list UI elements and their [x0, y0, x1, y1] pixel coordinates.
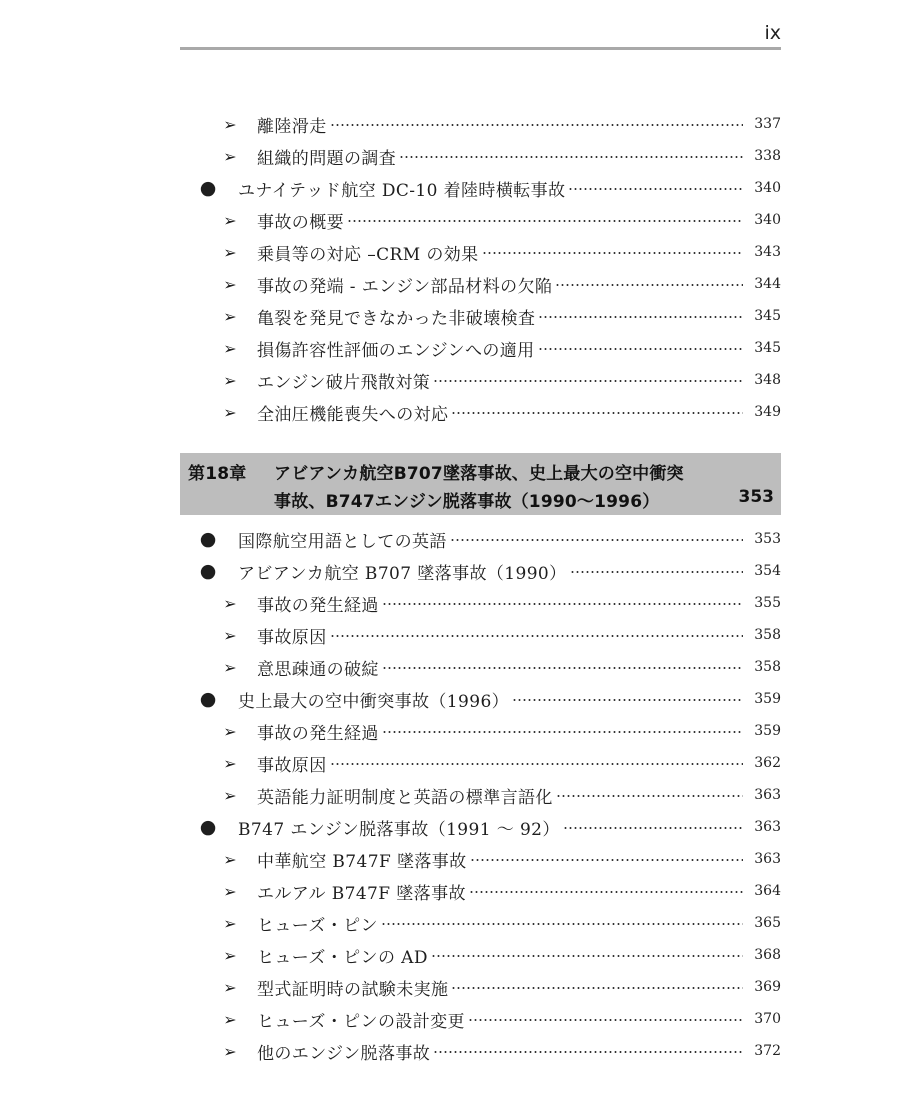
- toc-subsection-entry: [180, 1003, 781, 1035]
- toc-entry-body: [238, 172, 781, 204]
- toc-subsection-entry: [180, 204, 781, 236]
- toc-entry-page: 353: [754, 531, 781, 547]
- arrow-bullet-icon: ➢: [223, 370, 237, 390]
- bullet-icon: ●: [199, 560, 217, 582]
- dot-leader: [469, 891, 743, 893]
- dot-leader: [330, 635, 743, 637]
- dot-leader: [482, 252, 743, 254]
- dot-leader: [433, 1051, 743, 1053]
- toc-subsection-entry: [180, 364, 781, 396]
- toc-entry-page: 348: [754, 372, 781, 388]
- arrow-bullet-icon: ➢: [223, 785, 237, 805]
- dot-leader: [470, 859, 743, 861]
- toc-entry-body: [257, 204, 781, 236]
- toc-entry-body: [257, 715, 781, 747]
- toc-entry-page: 340: [754, 212, 781, 228]
- toc-entry-body: [257, 1035, 781, 1067]
- dot-leader: [538, 348, 743, 350]
- toc-entry-page: 372: [754, 1043, 781, 1059]
- arrow-bullet-icon: ➢: [223, 146, 237, 166]
- arrow-bullet-icon: ➢: [223, 593, 237, 613]
- toc-entry-page: 349: [754, 404, 781, 420]
- toc-entry-page: 344: [754, 276, 781, 292]
- toc-entry-body: [257, 236, 781, 268]
- dot-leader: [330, 763, 743, 765]
- toc-entry-title: ヒューズ・ピン: [257, 915, 378, 936]
- dot-leader: [570, 571, 743, 573]
- toc-entry-title: エルアル B747F 墜落事故: [257, 883, 466, 904]
- toc-entry-body: [257, 779, 781, 811]
- arrow-bullet-icon: ➢: [223, 881, 237, 901]
- toc-entry-title: ヒューズ・ピンの設計変更: [257, 1011, 465, 1032]
- toc-entry-title: 事故の発生経過: [257, 723, 379, 744]
- arrow-bullet-icon: ➢: [223, 753, 237, 773]
- arrow-bullet-icon: ➢: [223, 338, 237, 358]
- toc-section-entry: [180, 555, 781, 587]
- toc-entry-body: [238, 555, 781, 587]
- header-rule: [180, 47, 781, 50]
- toc-entry-body: [257, 843, 781, 875]
- toc-subsection-entry: [180, 140, 781, 172]
- arrow-bullet-icon: ➢: [223, 945, 237, 965]
- dot-leader: [382, 667, 743, 669]
- chapter-page-number: 353: [738, 487, 774, 507]
- toc-list-top: [180, 108, 781, 428]
- toc-entry-page: 354: [754, 563, 781, 579]
- toc-entry-body: [257, 364, 781, 396]
- toc-entry-page: 337: [754, 116, 781, 132]
- toc-entry-title: アビアンカ航空 B707 墜落事故（1990）: [238, 563, 567, 584]
- dot-leader: [382, 603, 743, 605]
- toc-entry-page: 340: [754, 180, 781, 196]
- toc-entry-title: 乗員等の対応 –CRM の効果: [257, 244, 479, 265]
- toc-entry-title: 事故の発端 - エンジン部品材料の欠陥: [257, 276, 553, 297]
- toc-subsection-entry: [180, 939, 781, 971]
- toc-entry-body: [257, 587, 781, 619]
- toc-entry-body: [257, 907, 781, 939]
- toc-section-entry: [180, 172, 781, 204]
- bullet-icon: ●: [199, 816, 217, 838]
- toc-entry-page: 363: [754, 819, 781, 835]
- arrow-bullet-icon: ➢: [223, 210, 237, 230]
- toc-subsection-entry: [180, 332, 781, 364]
- dot-leader: [555, 284, 743, 286]
- toc-entry-title: 組織的問題の調査: [257, 148, 397, 169]
- toc-entry-page: 359: [754, 691, 781, 707]
- toc-entry-page: 370: [754, 1011, 781, 1027]
- toc-entry-title: 事故原因: [257, 755, 327, 776]
- toc-entry-body: [257, 651, 781, 683]
- arrow-bullet-icon: ➢: [223, 721, 237, 741]
- dot-leader: [330, 124, 743, 126]
- toc-entry-page: 343: [754, 244, 781, 260]
- toc-entry-page: 363: [754, 851, 781, 867]
- toc-entry-body: [257, 300, 781, 332]
- toc-entry-title: 全油圧機能喪失への対応: [257, 404, 449, 425]
- chapter-number: 第18章: [188, 464, 247, 484]
- toc-entry-title: ヒューズ・ピンの AD: [257, 947, 428, 968]
- toc-subsection-entry: [180, 268, 781, 300]
- toc-entry-page: 363: [754, 787, 781, 803]
- toc-entry-page: 362: [754, 755, 781, 771]
- toc-entry-title: 事故の発生経過: [257, 595, 379, 616]
- toc-entry-title: 離陸滑走: [257, 116, 327, 137]
- arrow-bullet-icon: ➢: [223, 242, 237, 262]
- arrow-bullet-icon: ➢: [223, 913, 237, 933]
- toc-subsection-entry: [180, 907, 781, 939]
- toc-entry-body: [238, 523, 781, 555]
- toc-entry-title: 他のエンジン脱落事故: [257, 1043, 431, 1064]
- arrow-bullet-icon: ➢: [223, 849, 237, 869]
- toc-subsection-entry: [180, 108, 781, 140]
- toc-entry-body: [257, 332, 781, 364]
- toc-subsection-entry: [180, 779, 781, 811]
- dot-leader: [450, 539, 743, 541]
- toc-entry-page: 364: [754, 883, 781, 899]
- toc-entry-title: 型式証明時の試験未実施: [257, 979, 449, 1000]
- chapter-title-text-1: アビアンカ航空B707墜落事故、史上最大の空中衝突: [274, 464, 684, 484]
- toc-entry-title: 意思疎通の破綻: [257, 659, 379, 680]
- toc-entry-body: [257, 1003, 781, 1035]
- toc-entry-page: 345: [754, 340, 781, 356]
- toc-entry-body: [257, 619, 781, 651]
- toc-entry-page: 365: [754, 915, 781, 931]
- toc-entry-body: [257, 971, 781, 1003]
- toc-entry-title: エンジン破片飛散対策: [257, 372, 431, 393]
- toc-entry-title: 事故原因: [257, 627, 327, 648]
- toc-subsection-entry: [180, 843, 781, 875]
- bullet-icon: ●: [199, 528, 217, 550]
- arrow-bullet-icon: ➢: [223, 1041, 237, 1061]
- toc-subsection-entry: [180, 236, 781, 268]
- toc-entry-title: 国際航空用語としての英語: [238, 531, 447, 552]
- toc-entry-body: [257, 268, 781, 300]
- toc-entry-page: 338: [754, 148, 781, 164]
- page-number: ix: [764, 22, 781, 44]
- toc-section-entry: [180, 683, 781, 715]
- toc-subsection-entry: [180, 396, 781, 428]
- toc-subsection-entry: [180, 300, 781, 332]
- toc-entry-title: 英語能力証明制度と英語の標準言語化: [257, 787, 553, 808]
- chapter-heading: [180, 453, 781, 515]
- dot-leader: [451, 987, 743, 989]
- toc-section-entry: [180, 811, 781, 843]
- arrow-bullet-icon: ➢: [223, 402, 237, 422]
- toc-entry-page: 359: [754, 723, 781, 739]
- dot-leader: [568, 188, 743, 190]
- dot-leader: [431, 955, 743, 957]
- toc-entry-title: 事故の概要: [257, 212, 344, 233]
- dot-leader: [538, 316, 743, 318]
- arrow-bullet-icon: ➢: [223, 1009, 237, 1029]
- chapter-title-line-2: 事故、B747エンジン脱落事故（1990～1996）: [274, 492, 660, 512]
- toc-entry-body: [257, 396, 781, 428]
- toc-entry-body: [257, 747, 781, 779]
- toc-entry-body: [238, 683, 781, 715]
- toc-entry-title: B747 エンジン脱落事故（1991 ～ 92）: [238, 819, 560, 840]
- toc-entry-page: 355: [754, 595, 781, 611]
- dot-leader: [347, 220, 743, 222]
- dot-leader: [512, 699, 743, 701]
- bullet-icon: ●: [199, 688, 217, 710]
- toc-subsection-entry: [180, 619, 781, 651]
- dot-leader: [451, 412, 743, 414]
- toc-subsection-entry: [180, 971, 781, 1003]
- toc-entry-page: 358: [754, 659, 781, 675]
- dot-leader: [563, 827, 743, 829]
- toc-list-bottom: [180, 523, 781, 1067]
- toc-entry-body: [257, 939, 781, 971]
- toc-entry-body: [238, 811, 781, 843]
- dot-leader: [556, 795, 743, 797]
- dot-leader: [399, 156, 743, 158]
- toc-entry-page: 369: [754, 979, 781, 995]
- toc-subsection-entry: [180, 651, 781, 683]
- toc-entry-body: [257, 875, 781, 907]
- arrow-bullet-icon: ➢: [223, 657, 237, 677]
- toc-entry-body: [257, 108, 781, 140]
- chapter-title-line-1: [188, 459, 684, 484]
- toc-entry-title: ユナイテッド航空 DC-10 着陸時横転事故: [238, 180, 566, 201]
- dot-leader: [382, 731, 743, 733]
- toc-subsection-entry: [180, 715, 781, 747]
- bullet-icon: ●: [199, 177, 217, 199]
- arrow-bullet-icon: ➢: [223, 306, 237, 326]
- toc-subsection-entry: [180, 875, 781, 907]
- toc-section-entry: [180, 523, 781, 555]
- toc-subsection-entry: [180, 587, 781, 619]
- toc-subsection-entry: [180, 747, 781, 779]
- toc-entry-title: 史上最大の空中衝突事故（1996）: [238, 691, 510, 712]
- arrow-bullet-icon: ➢: [223, 274, 237, 294]
- dot-leader: [381, 923, 743, 925]
- toc-entry-page: 358: [754, 627, 781, 643]
- toc-entry-body: [257, 140, 781, 172]
- toc-entry-page: 368: [754, 947, 781, 963]
- toc-entry-title: 亀裂を発見できなかった非破壊検査: [257, 308, 536, 329]
- arrow-bullet-icon: ➢: [223, 977, 237, 997]
- dot-leader: [468, 1019, 743, 1021]
- toc-entry-title: 損傷許容性評価のエンジンへの適用: [257, 340, 535, 361]
- arrow-bullet-icon: ➢: [223, 114, 237, 134]
- arrow-bullet-icon: ➢: [223, 625, 237, 645]
- toc-entry-page: 345: [754, 308, 781, 324]
- toc-subsection-entry: [180, 1035, 781, 1067]
- toc-entry-title: 中華航空 B747F 墜落事故: [257, 851, 467, 872]
- dot-leader: [433, 380, 743, 382]
